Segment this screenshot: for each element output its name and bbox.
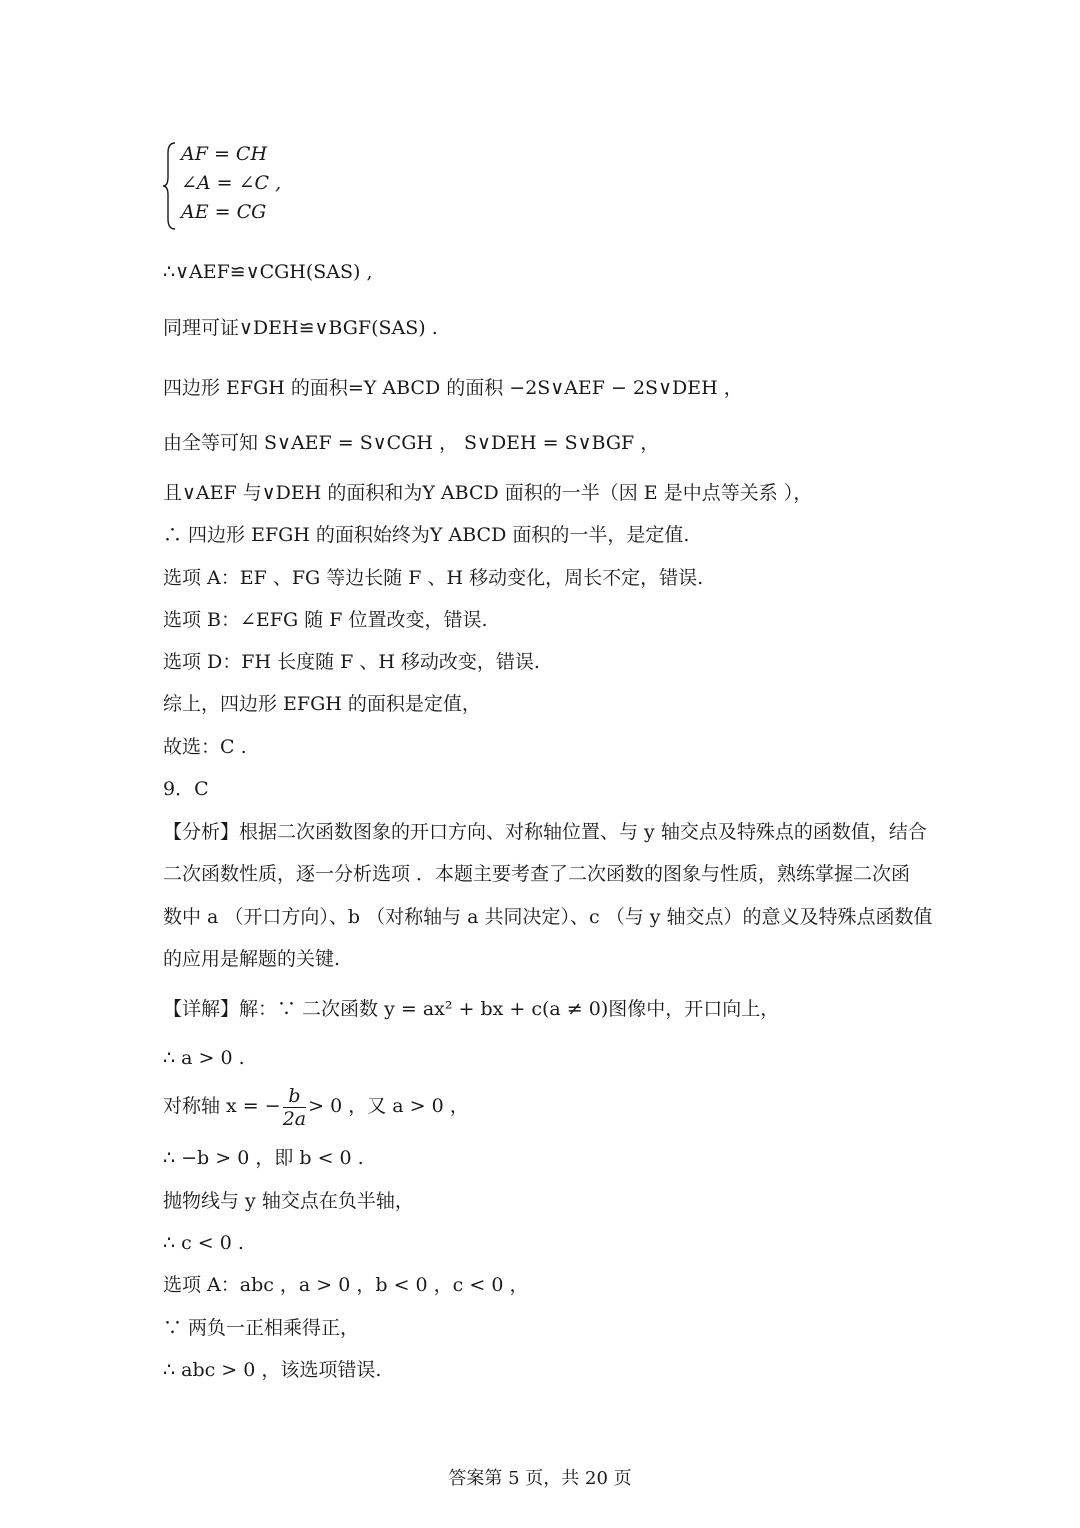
text-line: 选项 A：EF 、FG 等边长随 F 、H 移动变化，周长不定，错误. xyxy=(163,567,704,589)
text-line: 同理可证∨DEH≌∨BGF(SAS) . xyxy=(163,317,438,339)
text-line: ∴ a > 0 . xyxy=(163,1047,245,1069)
text-line: ∴ abc > 0 ，该选项错误. xyxy=(163,1359,382,1381)
analysis-line: 【分析】根据二次函数图象的开口方向、对称轴位置、与 y 轴交点及特殊点的函数值，结合 xyxy=(163,821,927,843)
system-row-3: AE = CG xyxy=(181,201,267,223)
text-line: 抛物线与 y 轴交点在负半轴， xyxy=(163,1190,414,1212)
analysis-line: 数中 a （开口方向）、b （对称轴与 a 共同决定）、c （与 y 轴交点）的意义及特殊点函数值 xyxy=(163,906,933,928)
analysis-line: 二次函数性质，逐一分析选项 ．本题主要考查了二次函数的图象与性质，熟练掌握二次函 xyxy=(163,863,911,885)
fraction xyxy=(283,1085,306,1130)
fraction-denominator: 2a xyxy=(282,1107,307,1130)
equation-system xyxy=(163,141,363,233)
system-row-2: ∠A = ∠C , xyxy=(181,172,282,194)
text-line: 故选：C . xyxy=(163,736,247,758)
axis-prefix: 对称轴 x = − xyxy=(163,1095,281,1117)
text-line: 选项 B：∠EFG 随 F 位置改变，错误. xyxy=(163,609,488,631)
fraction-numerator: b xyxy=(283,1085,306,1108)
left-brace-icon xyxy=(163,141,177,231)
text-line: ∵ 两负一正相乘得正， xyxy=(163,1317,360,1339)
text-line: 综上，四边形 EFGH 的面积是定值， xyxy=(163,693,481,715)
text-line: ∴ c < 0 . xyxy=(163,1232,244,1254)
detail-line: 【详解】解：∵ 二次函数 y = ax² + bx + c(a ≠ 0)图像中，开口向上， xyxy=(163,998,780,1020)
system-row-1: AF = CH xyxy=(181,143,268,165)
axis-suffix: > 0 ，又 a > 0 ， xyxy=(308,1095,469,1117)
text-line: 四边形 EFGH 的面积=Y ABCD 的面积 −2S∨AEF − 2S∨DEH ， xyxy=(163,377,743,399)
text-line: 由全等可知 S∨AEF = S∨CGH ， S∨DEH = S∨BGF ， xyxy=(163,432,660,454)
text-line: 选项 D：FH 长度随 F 、H 移动改变，错误. xyxy=(163,651,540,673)
text-line: 且∨AEF 与∨DEH 的面积和为Y ABCD 面积的一半（因 E 是中点等关系 ）， xyxy=(163,482,813,504)
text-line: ∴ −b > 0 ，即 b < 0 . xyxy=(163,1147,364,1169)
question-number: 9．C xyxy=(163,778,209,800)
text-line: 选项 A：abc ，a > 0 ，b < 0 ，c < 0 ， xyxy=(163,1274,529,1296)
analysis-line: 的应用是解题的关键. xyxy=(163,948,341,970)
text-line: ∴∨AEF≌∨CGH(SAS) , xyxy=(163,261,373,283)
page-footer: 答案第 5 页，共 20 页 xyxy=(448,1468,632,1489)
axis-of-symmetry-line xyxy=(163,1082,469,1130)
text-line: ∴ 四边形 EFGH 的面积始终为Y ABCD 面积的一半，是定值. xyxy=(163,524,690,546)
